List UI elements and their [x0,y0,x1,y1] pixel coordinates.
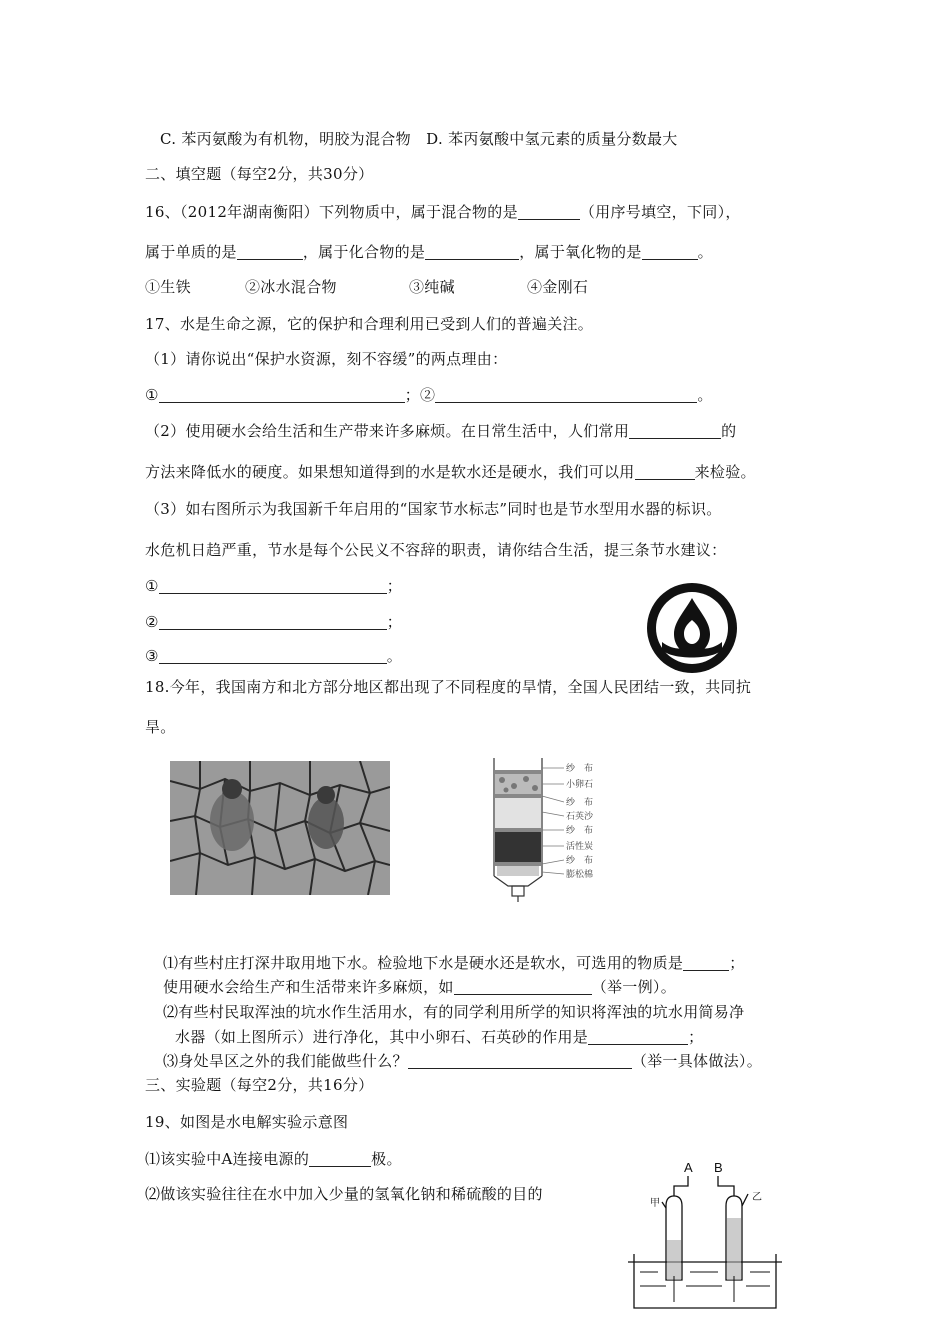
filter-label-gauze-2: 纱 布 [566,798,594,808]
q16-blank-element[interactable] [237,243,303,260]
q17-suggestion-3-label: ③ [145,647,159,665]
tube-left-label: 甲 [650,1198,660,1209]
electrode-a-label: A [684,1160,693,1175]
filter-label-gauze-1: 纱 布 [566,764,594,774]
q18-part1-text2: 使用硬水会给生产和生活带来许多麻烦，如 [163,978,454,996]
q18-part1-text: ⑴有些村庄打深井取用地下水。检验地下水是硬水还是软水，可选用的物质是 [163,954,684,972]
q16-option-1: ①生铁 [145,278,191,296]
q19-part2: ⑵做该实验往往在水中加入少量的氢氧化钠和稀硫酸的目的 [145,1185,543,1203]
q17-suggestion-2-end: ； [386,613,403,631]
q17-suggestion-2-label: ② [145,613,159,631]
q18-part1-line1 [163,952,745,973]
q16-text-elem: 属于单质的是 [145,243,237,261]
q16-line2 [145,241,713,262]
q18-part2-text: 水器（如上图所示）进行净化，其中小卵石、石英砂的作用是 [175,1028,589,1046]
q18-stem-line1: 18.今年，我国南方和北方部分地区都出现了不同程度的旱情，全国人民团结一致，共同抗 [145,678,752,696]
q19-part1-text: ⑴该实验中A连接电源的 [145,1150,310,1168]
q16-text: 16、（2012年湖南衡阳）下列物质中，属于混合物的是 [145,203,518,221]
q17-reason-2-blank[interactable] [435,386,697,403]
q17-stem: 17、水是生命之源，它的保护和合理利用已受到人们的普遍关注。 [145,315,594,333]
q18-part1-end: ； [729,954,745,972]
q16-line1 [145,201,741,222]
q17-softening-blank[interactable] [629,422,721,439]
q17-suggestion-1 [145,575,402,596]
q16-blank-compound[interactable] [425,243,519,260]
q18-part2-end: ； [688,1028,704,1046]
filter-label-pebbles: 小卵石 [566,780,594,790]
q17-part2-line2 [145,461,756,482]
q16-option-2: ②冰水混合物 [245,278,337,296]
q17-part2-text2: 方法来降低水的硬度。如果想知道得到的水是软水还是硬水，我们可以用 [145,463,635,481]
q16-option-4: ④金刚石 [527,278,589,296]
filter-label-activated-carbon: 活性炭 [566,842,594,852]
q17-suggestion-1-end: ； [386,577,403,595]
q17-part2-line1 [145,420,736,441]
q18-test-substance-blank[interactable] [683,954,729,971]
q18-part3-text: ⑶身处旱区之外的我们能做些什么？ [163,1052,408,1070]
q17-test-blank[interactable] [635,463,695,480]
q19-part1-end: 极。 [371,1150,402,1168]
q18-part3-end: （举一具体做法）。 [631,1052,763,1070]
q18-part3 [163,1050,762,1071]
q17-suggestion-1-label: ① [145,577,159,595]
q17-part2-tail2: 来检验。 [694,463,756,481]
q17-part1-answers [145,384,713,405]
water-filter-diagram [486,756,620,902]
q19-part1 [145,1148,402,1169]
q17-reason-2-label: ；② [404,386,436,404]
q16-option-3: ③纯碱 [409,278,455,296]
q18-filter-function-blank[interactable] [588,1028,688,1045]
drought-photo [170,761,390,895]
q18-stem-line2: 旱。 [145,718,176,736]
q19-electrode-blank[interactable] [309,1150,371,1167]
q18-part1-line2 [163,976,676,997]
q17-part3-line1: （3）如右图所示为我国新千年启用的“国家节水标志”同时也是节水型用水器的标识。 [145,500,722,518]
q16-text-tail: （用序号填空，下同）， [579,203,741,221]
q17-suggestion-1-blank[interactable] [159,577,387,594]
section2-title: 二、填空题（每空2分，共30分） [145,165,374,183]
section3-title: 三、实验题（每空2分，共16分） [145,1076,374,1094]
filter-label-cotton: 膨松棉 [566,870,594,880]
q18-hardwater-example-blank[interactable] [454,978,592,995]
q18-part1-end2: （举一例）。 [591,978,677,996]
q19-stem: 19、如图是水电解实验示意图 [145,1113,349,1131]
q17-suggestion-2 [145,611,402,632]
q18-action-blank[interactable] [408,1052,632,1069]
q16-text-oxide: ，属于氧化物的是 [519,243,642,261]
q16-text-end: 。 [697,243,713,261]
q17-suggestion-2-blank[interactable] [159,613,387,630]
q18-part2-line2 [175,1026,703,1047]
electrolysis-diagram [626,1156,782,1312]
q15-options: C. 苯丙氨酸为有机物，明胶为混合物 D. 苯丙氨酸中氢元素的质量分数最大 [160,130,678,148]
filter-label-gauze-3: 纱 布 [566,826,594,836]
tube-right-label: 乙 [752,1192,762,1203]
q17-suggestion-3-blank[interactable] [159,647,387,664]
q17-reason-1-label: ① [145,386,159,404]
q17-suggestion-3 [145,645,402,666]
water-saving-logo [644,580,740,676]
q17-part2-tail: 的 [721,422,737,440]
q17-part2-text: （2）使用硬水会给生活和生产带来许多麻烦。在日常生活中，人们常用 [145,422,630,440]
q18-part2-line1: ⑵有些村民取浑浊的坑水作生活用水，有的同学利用所学的知识将浑浊的坑水用简易净 [163,1003,745,1021]
q17-suggestion-3-end: 。 [386,647,403,665]
filter-label-gauze-4: 纱 布 [566,856,594,866]
q16-blank-mixture[interactable] [518,203,580,220]
q17-part1: （1）请你说出“保护水资源，刻不容缓”的两点理由： [145,350,508,368]
q16-blank-oxide[interactable] [642,243,698,260]
q17-part3-line2: 水危机日趋严重，节水是每个公民义不容辞的职责，请你结合生活，提三条节水建议： [145,541,727,559]
q17-reason-1-blank[interactable] [159,386,405,403]
q16-text-comp: ，属于化合物的是 [302,243,426,261]
electrode-b-label: B [714,1160,723,1175]
filter-label-quartz-sand: 石英沙 [566,812,594,822]
q17-part1-end: 。 [697,386,713,404]
